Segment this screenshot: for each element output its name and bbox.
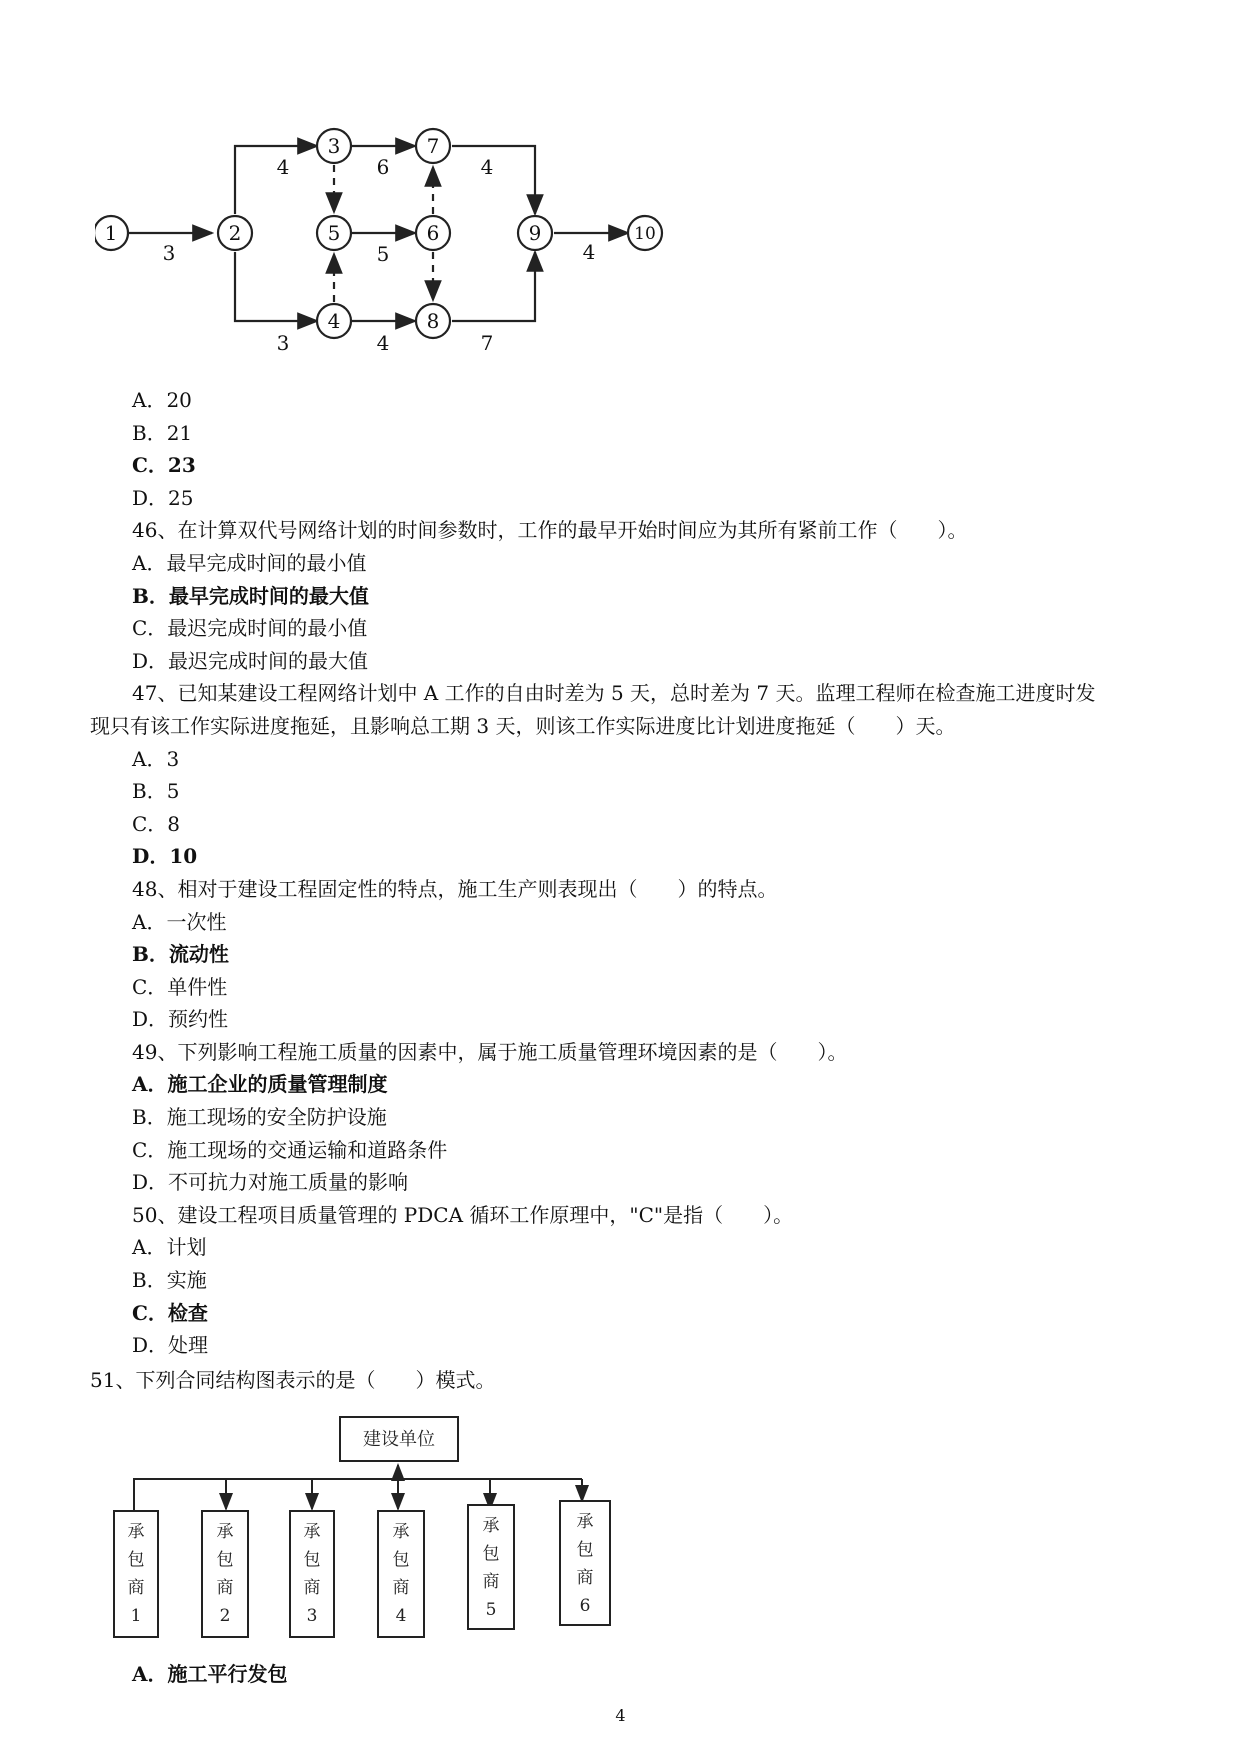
contractor-label: 承包商 5 bbox=[482, 1516, 500, 1620]
answer-51: A．施工平行发包 bbox=[132, 1662, 288, 1686]
node-label: 7 bbox=[426, 134, 440, 158]
question-line: 50、建设工程项目质量管理的 PDCA 循环工作原理中，"C"是指（ ）。 bbox=[132, 1202, 794, 1227]
answer-option: C．单件性 bbox=[132, 974, 228, 999]
answer-option: A．最早完成时间的最小值 bbox=[132, 550, 367, 575]
duration-label: 4 bbox=[480, 155, 494, 179]
contractor-label: 承包商 3 bbox=[303, 1522, 321, 1626]
answer-option: B．实施 bbox=[132, 1268, 207, 1293]
node-label: 9 bbox=[528, 221, 542, 245]
answer-option: B．最早完成时间的最大值 bbox=[132, 583, 369, 608]
answer-option: A．计划 bbox=[132, 1235, 207, 1260]
duration-label: 3 bbox=[162, 241, 176, 265]
contractor-label: 承包商 2 bbox=[216, 1522, 234, 1626]
question-line: 47、已知某建设工程网络计划中 A 工作的自由时差为 5 天，总时差为 7 天。监理工程师在检查施工进度时发 bbox=[132, 681, 1096, 706]
duration-label: 4 bbox=[376, 331, 390, 355]
question-line: 49、下列影响工程施工质量的因素中，属于施工质量管理环境因素的是（ ）。 bbox=[132, 1039, 848, 1064]
answer-option: D．预约性 bbox=[132, 1007, 229, 1032]
network-diagram bbox=[95, 118, 715, 358]
node-label: 2 bbox=[228, 221, 242, 245]
answer-option: C．8 bbox=[132, 811, 181, 836]
contractor-label: 承包商 6 bbox=[576, 1512, 594, 1616]
duration-label: 5 bbox=[376, 242, 390, 266]
question-line: 48、相对于建设工程固定性的特点，施工生产则表现出（ ）的特点。 bbox=[132, 876, 778, 901]
question-line: 现只有该工作实际进度拖延，且影响总工期 3 天，则该工作实际进度比计划进度拖延（ ）天。 bbox=[90, 713, 956, 738]
answer-option: C．施工现场的交通运输和道路条件 bbox=[132, 1137, 448, 1162]
answer-option: D．25 bbox=[132, 485, 194, 510]
node-label: 3 bbox=[327, 134, 341, 158]
question-line: 46、在计算双代号网络计划的时间参数时，工作的最早开始时间应为其所有紧前工作（ ）。 bbox=[132, 518, 968, 543]
answer-option: C．最迟完成时间的最小值 bbox=[132, 616, 368, 641]
duration-label: 3 bbox=[276, 331, 290, 355]
owner-label: 建设单位 bbox=[363, 1429, 435, 1450]
question-line: 51、下列合同结构图表示的是（ ）模式。 bbox=[90, 1367, 496, 1392]
answer-option: B．流动性 bbox=[132, 942, 229, 967]
page-number: 4 bbox=[615, 1706, 626, 1725]
answer-option: B．施工现场的安全防护设施 bbox=[132, 1105, 387, 1130]
duration-label: 7 bbox=[480, 331, 494, 355]
duration-label: 4 bbox=[582, 240, 596, 264]
answer-option: A．施工企业的质量管理制度 bbox=[132, 1072, 388, 1097]
answer-option: A．一次性 bbox=[132, 909, 227, 934]
node-label: 8 bbox=[426, 309, 440, 333]
answer-option: A．3 bbox=[132, 746, 180, 771]
answer-option: D．最迟完成时间的最大值 bbox=[132, 648, 369, 673]
answer-option: C．检查 bbox=[132, 1300, 208, 1325]
node-label: 1 bbox=[104, 221, 118, 245]
answer-option: B．21 bbox=[132, 420, 193, 445]
answer-option: D．10 bbox=[132, 844, 198, 869]
answer-option: B．5 bbox=[132, 779, 180, 804]
node-label: 6 bbox=[426, 221, 440, 245]
contractor-label: 承包商 1 bbox=[127, 1522, 145, 1626]
contract-structure-diagram bbox=[112, 1415, 697, 1650]
contractor-label: 承包商 4 bbox=[392, 1522, 410, 1626]
answer-option: D．处理 bbox=[132, 1333, 209, 1358]
node-label: 5 bbox=[327, 221, 341, 245]
node-label: 10 bbox=[634, 224, 656, 244]
node-label: 4 bbox=[327, 309, 341, 333]
answer-option: D．不可抗力对施工质量的影响 bbox=[132, 1170, 409, 1195]
answer-option: A．20 bbox=[132, 388, 192, 412]
answer-option: C．23 bbox=[132, 453, 196, 478]
duration-label: 6 bbox=[376, 155, 390, 179]
question-text bbox=[90, 384, 1170, 1396]
duration-label: 4 bbox=[276, 155, 290, 179]
